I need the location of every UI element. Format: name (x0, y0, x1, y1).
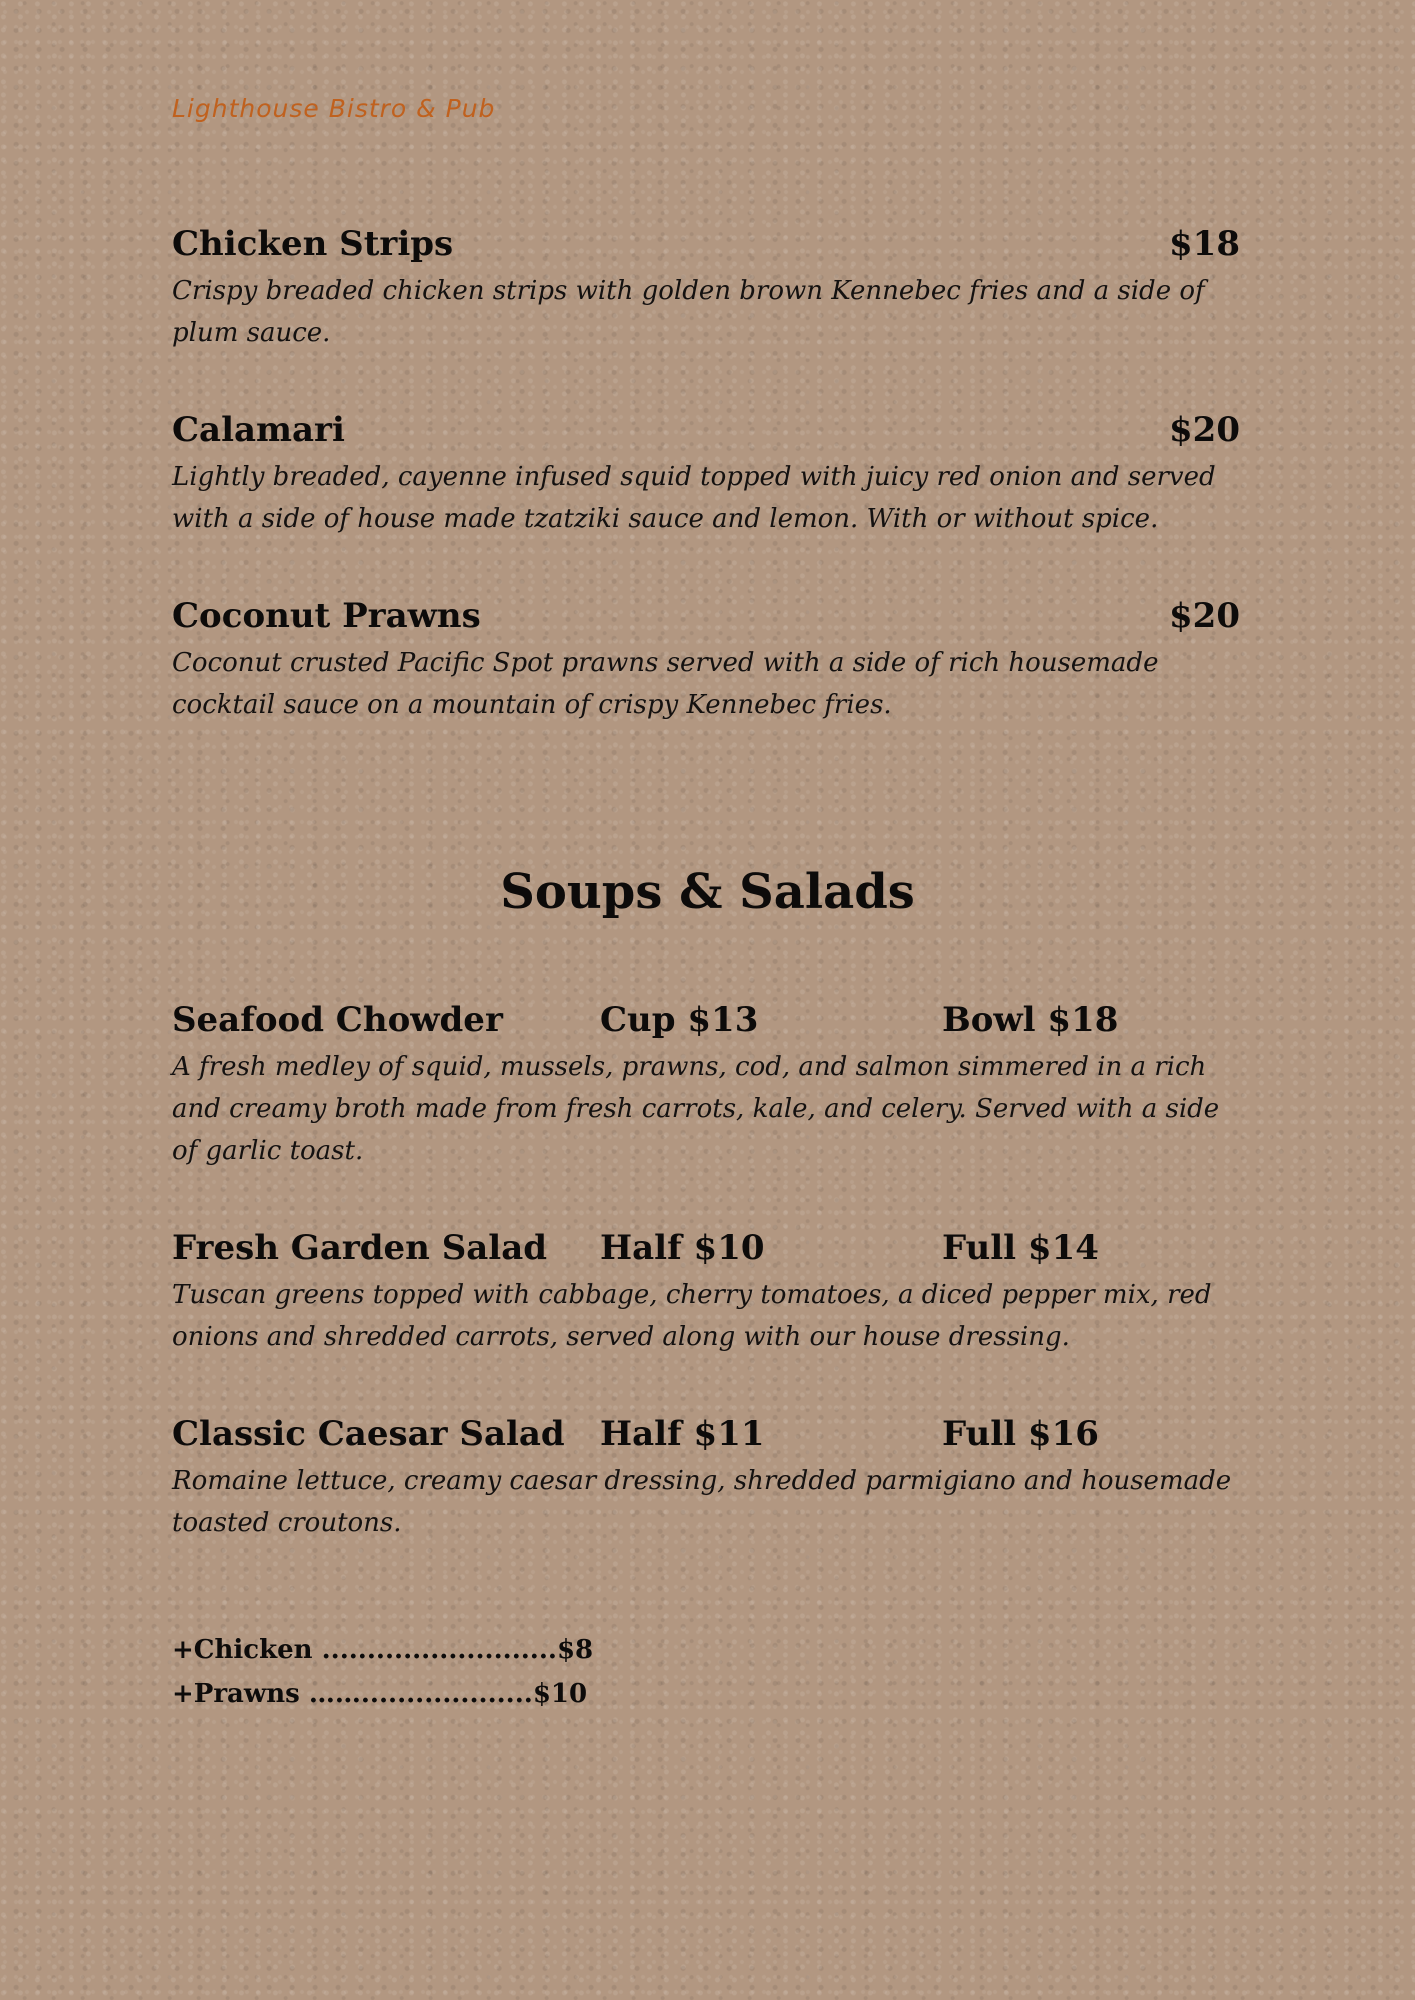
addons-list (172, 1628, 593, 1716)
addon-chicken: +Chicken ..........................$8 (172, 1635, 594, 1665)
menu-item-calamari (172, 408, 1240, 540)
addon-prawns: +Prawns ……...................$10 (172, 1679, 588, 1709)
item-price-small: Cup $13 (600, 1000, 759, 1040)
item-price-small: Half $10 (600, 1228, 765, 1268)
item-description: Romaine lettuce, creamy caesar dressing, shredded parmigiano and housemade toasted croutons. (172, 1466, 1232, 1538)
section-title: Soups & Salads (500, 864, 915, 920)
item-name: Coconut Prawns (172, 596, 481, 636)
menu-item-fresh-garden-salad (172, 1226, 1240, 1358)
item-description: Coconut crusted Pacific Spot prawns served with a side of rich housemade cocktail sauce on a mountain of crispy Kennebec fries. (172, 648, 1159, 720)
item-name: Calamari (172, 410, 345, 450)
item-description: Lightly breaded, cayenne infused squid topped with juicy red onion and served with a side of house made tzatziki sauce and lemon. With or without spice. (172, 462, 1216, 534)
item-price-small: Half $11 (600, 1414, 765, 1454)
item-description: Tuscan greens topped with cabbage, cherry tomatoes, a diced pepper mix, red onions and shredded carrots, served along with our house dressing. (172, 1280, 1212, 1352)
menu-item-chicken-strips (172, 222, 1240, 354)
item-price: $20 (1169, 596, 1240, 636)
menu-item-coconut-prawns (172, 594, 1240, 726)
item-description: A fresh medley of squid, mussels, prawns, cod, and salmon simmered in a rich and creamy broth made from fresh carrots, kale, and celery. Served with a side of garlic toast. (172, 1052, 1220, 1166)
menu-item-classic-caesar-salad (172, 1412, 1240, 1544)
item-price-large: Bowl $18 (942, 1000, 1119, 1040)
item-price-large: Full $14 (942, 1228, 1099, 1268)
item-name: Classic Caesar Salad (172, 1414, 565, 1454)
item-name: Fresh Garden Salad (172, 1228, 548, 1268)
item-price: $20 (1169, 410, 1240, 450)
item-name: Seafood Chowder (172, 1000, 503, 1040)
item-description: Crispy breaded chicken strips with golden brown Kennebec fries and a side of plum sauce. (172, 276, 1205, 348)
menu-item-seafood-chowder (172, 998, 1240, 1172)
item-price-large: Full $16 (942, 1414, 1099, 1454)
item-price: $18 (1169, 224, 1240, 264)
item-name: Chicken Strips (172, 224, 454, 264)
restaurant-name: Lighthouse Bistro & Pub (172, 94, 496, 123)
